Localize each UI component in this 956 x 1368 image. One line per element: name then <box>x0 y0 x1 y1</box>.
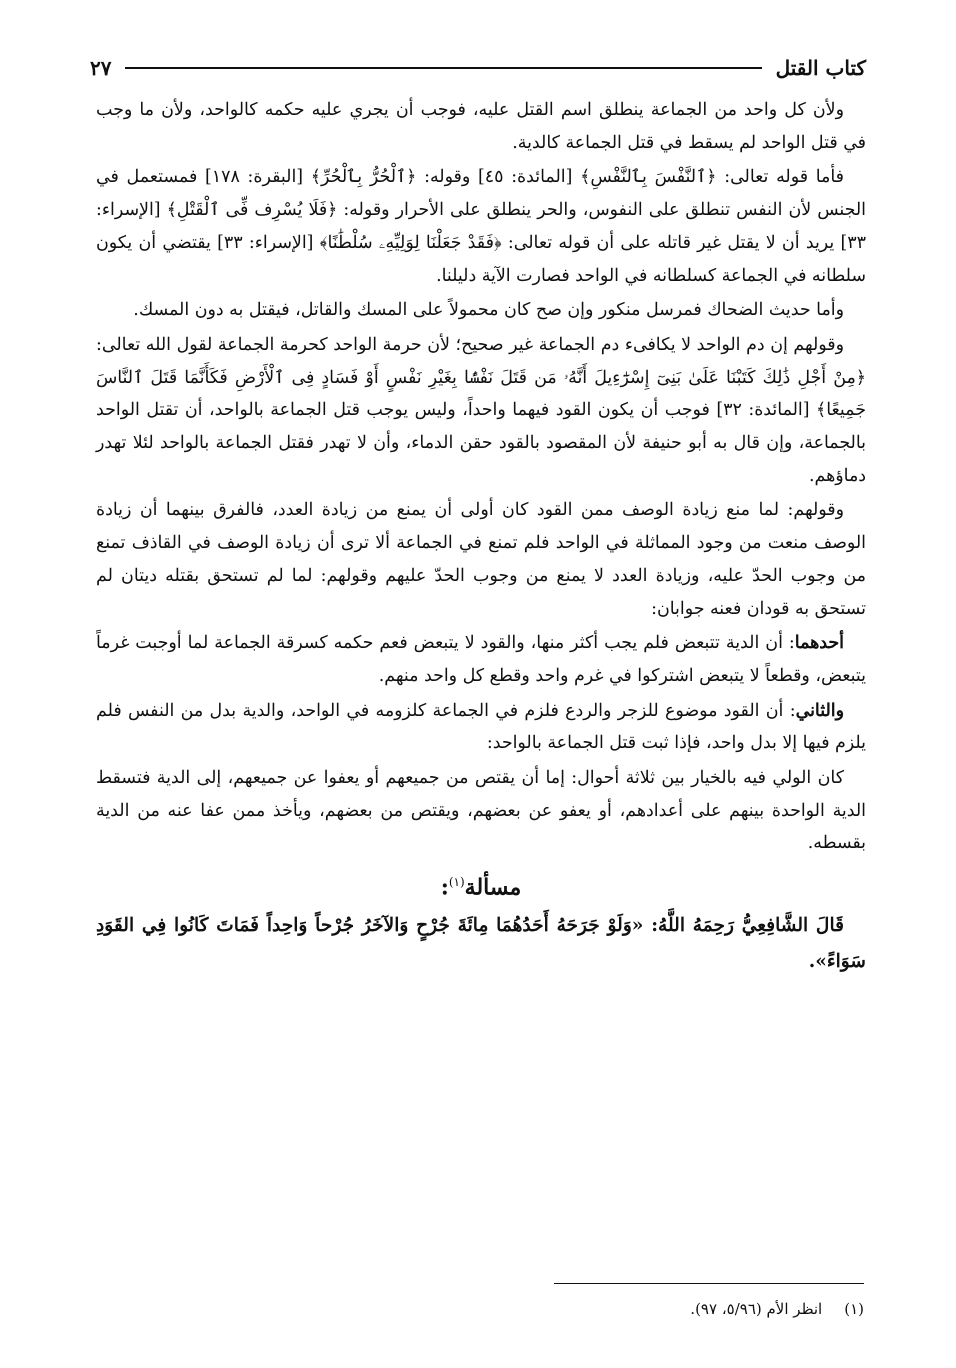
footnote-rule <box>554 1283 864 1284</box>
masala-colon: : <box>440 874 449 901</box>
paragraph <box>96 695 866 760</box>
paragraph <box>96 94 866 159</box>
shafii-quote: قَالَ الشَّافِعِيُّ رَحِمَهُ اللَّهُ: «وَلَوْ جَرَحَهُ أَحَدُهُمَا مِائَةَ جُرْحٍ وَالآخَرُ جُرْحاً وَاحِداً فَمَاتَ كَانُوا فِي القَوَدِ سَوَاءً». <box>96 914 866 972</box>
paragraph <box>96 161 866 292</box>
paragraph <box>96 762 866 860</box>
paragraph-text: فأما قوله تعالى: ﴿ٱلنَّفْسَ بِٱلنَّفْسِ﴾ [المائدة: ٤٥] وقوله: ﴿ٱلْحُرُّ بِٱلْحُرِّ﴾ [البقرة: ١٧٨] فمستعمل في الجنس لأن النفس تنطلق على النفوس، والحر ينطلق على الأحرار وقوله: ﴿فَلَا يُسْرِف فِّى ٱلْقَتْلِ﴾ [الإسراء: ٣٣] يريد أن لا يقتل غير قاتله على أن قوله تعالى: ﴿فَقَدْ جَعَلْنَا لِوَلِيِّهِۦ سُلْطَٰنًا﴾ [الإسراء: ٣٣] يقتضي أن يكون سلطانه في الجماعة كسلطانه في الواحد فصارت الآية دليلنا. <box>96 167 866 286</box>
footnote-text: انظر الأم (٥/٩٦، ٩٧). <box>690 1300 823 1318</box>
paragraph-text: وأما حديث الضحاك فمرسل منكور وإن صح كان محمولاً على المسك والقاتل، فيقتل به دون المسك. <box>133 300 844 321</box>
paragraph <box>96 329 866 493</box>
paragraph <box>96 494 866 625</box>
paragraph-lead: والثاني <box>795 700 844 721</box>
masala-title: مسألة <box>464 874 522 901</box>
paragraph-text: وقولهم إن دم الواحد لا يكافىء دم الجماعة غير صحيح؛ لأن حرمة الواحد كحرمة الجماعة لقول الله تعالى: ﴿مِنْ أَجْلِ ذَٰلِكَ كَتَبْنَا عَلَىٰ بَنِىٓ إِسْرَٰٓءِيلَ أَنَّهُۥ مَن قَتَلَ نَفْسًۢا بِغَيْرِ نَفْسٍ أَوْ فَسَادٍ فِى ٱلْأَرْضِ فَكَأَنَّمَا قَتَلَ ٱلنَّاسَ جَمِيعًا﴾ [المائدة: ٣٢] فوجب أن يكون القود فيهما واحداً، وليس يوجب قتل الجماعة بالواحد، أن تقتل الواحد بالجماعة، وإن قال به أبو حنيفة لأن المقصود بالقود حقن الدماء، وأن لا تهدر فقتل الجماعة بالواحد لئلا تهدر دماؤهم. <box>96 334 866 486</box>
page-body <box>96 94 866 982</box>
masala-heading <box>96 864 866 905</box>
paragraph-lead: أحدهما <box>794 633 844 654</box>
paragraph-text: : أن الدية تتبعض فلم يجب أكثر منها، والقود لا يتبعض فعم حكمه كسرقة الجماعة لما أوجبت غرماً يتبعض، وقطعاً لا يتبعض اشتركوا في غرم واحد وقطع كل واحد منهم. <box>96 633 866 686</box>
header-rule <box>125 67 761 69</box>
paragraph-text: وقولهم: لما منع زيادة الوصف ممن القود كان أولى أن يمنع من زيادة العدد، فالفرق بينهما أن زيادة الوصف منعت من وجود المماثلة في الواحد فلم تمنع في الجماعة ألا ترى أن زيادة الوصف في القاذف تمنع من وجوب الحدّ عليه، وزيادة العدد لا يمنع من وجوب الحدّ عليهم وقولهم: لما لم تستحق بقتله ديتان لم تستحق به قودان فعنه جوابان: <box>96 500 866 619</box>
book-title: كتاب القتل <box>775 56 866 80</box>
footnote <box>96 1296 864 1322</box>
page-number: ٢٧ <box>90 56 112 80</box>
paragraph-text: ولأن كل واحد من الجماعة ينطلق اسم القتل عليه، فوجب أن يجري عليه حكمه كالواحد، ولأن ما وجب في قتل الواحد لم يسقط في قتل الجماعة كالدية. <box>96 100 866 153</box>
paragraph-text: : أن القود موضوع للزجر والردع فلزم في الجماعة كلزومه في الواحد، والدية بدل من النفس فلم يلزم فيها إلا بدل واحد، فإذا ثبت قتل الجماعة بالواحد: <box>96 700 866 754</box>
paragraph <box>96 627 866 692</box>
paragraph <box>96 294 866 327</box>
paragraph-text: كان الولي فيه بالخيار بين ثلاثة أحوال: إما أن يقتص من جميعهم أو يعفوا عن جميعهم، إلى الدية فتسقط الدية الواحدة بينهم على أعدادهم، أو يعفو عن بعضهم، ويقتص من بعضهم، ويأخذ ممن عفا عنه من الدية بقسطه. <box>96 768 866 854</box>
footnote-number: (١) <box>844 1300 864 1318</box>
page-header <box>90 48 866 88</box>
footnote-ref: (١) <box>448 875 465 890</box>
